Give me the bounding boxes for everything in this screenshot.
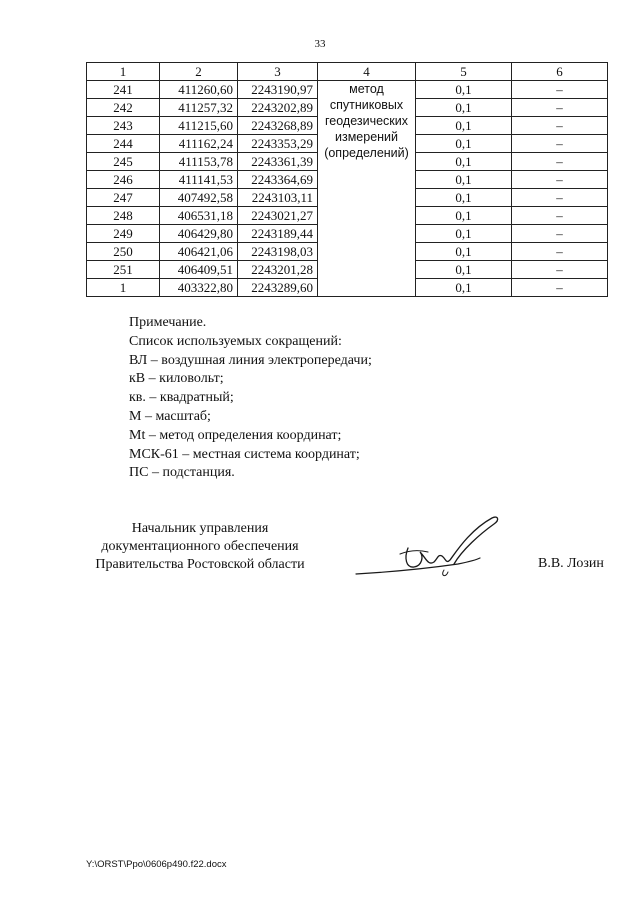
column6-cell: – (512, 243, 608, 261)
header-cell-5: 5 (416, 63, 512, 81)
x-coordinate-cell: 406421,06 (160, 243, 238, 261)
point-number-cell: 247 (87, 189, 160, 207)
method-line: измерений (334, 130, 399, 144)
accuracy-cell: 0,1 (416, 99, 512, 117)
signer-position (80, 520, 320, 574)
notes-section (129, 314, 372, 483)
y-coordinate-cell: 2243353,29 (238, 135, 318, 153)
point-number-cell: 245 (87, 153, 160, 171)
x-coordinate-cell: 411257,32 (160, 99, 238, 117)
note-line: кВ – киловольт; (129, 371, 224, 387)
accuracy-cell: 0,1 (416, 207, 512, 225)
column6-cell: – (512, 171, 608, 189)
accuracy-cell: 0,1 (416, 261, 512, 279)
note-line: МСК-61 – местная система координат; (129, 446, 360, 462)
header-cell-1: 1 (87, 63, 160, 81)
accuracy-cell: 0,1 (416, 225, 512, 243)
accuracy-cell: 0,1 (416, 81, 512, 99)
x-coordinate-cell: 406429,80 (160, 225, 238, 243)
column6-cell: – (512, 225, 608, 243)
note-line: кв. – квадратный; (129, 390, 234, 406)
table-header-row (87, 63, 608, 81)
accuracy-cell: 0,1 (416, 153, 512, 171)
x-coordinate-cell: 411260,60 (160, 81, 238, 99)
accuracy-cell: 0,1 (416, 117, 512, 135)
method-line: геодезических (324, 114, 408, 128)
column6-cell: – (512, 81, 608, 99)
y-coordinate-cell: 2243198,03 (238, 243, 318, 261)
y-coordinate-cell: 2243289,60 (238, 279, 318, 297)
column6-cell: – (512, 189, 608, 207)
method-line: метод (349, 82, 384, 96)
y-coordinate-cell: 2243268,89 (238, 117, 318, 135)
position-line: Начальник управления (131, 521, 269, 536)
point-number-cell: 246 (87, 171, 160, 189)
point-number-cell: 249 (87, 225, 160, 243)
column6-cell: – (512, 99, 608, 117)
note-line: ПС – подстанция. (129, 465, 235, 481)
method-cell (318, 81, 416, 297)
point-number-cell: 244 (87, 135, 160, 153)
notes-heading: Примечание. (129, 315, 207, 330)
column6-cell: – (512, 135, 608, 153)
x-coordinate-cell: 411215,60 (160, 117, 238, 135)
note-line: М – масштаб; (129, 408, 211, 424)
y-coordinate-cell: 2243201,28 (238, 261, 318, 279)
x-coordinate-cell: 403322,80 (160, 279, 238, 297)
column6-cell: – (512, 261, 608, 279)
signer-name: В.В. Лозин (538, 556, 604, 571)
accuracy-cell: 0,1 (416, 189, 512, 207)
point-number-cell: 241 (87, 81, 160, 99)
y-coordinate-cell: 2243190,97 (238, 81, 318, 99)
method-line: спутниковых (329, 98, 404, 112)
y-coordinate-cell: 2243021,27 (238, 207, 318, 225)
point-number-cell: 251 (87, 261, 160, 279)
handwritten-signature (350, 512, 500, 582)
x-coordinate-cell: 406531,18 (160, 207, 238, 225)
note-line: Список используемых сокращений: (129, 333, 342, 349)
accuracy-cell: 0,1 (416, 135, 512, 153)
header-cell-6: 6 (512, 63, 608, 81)
x-coordinate-cell: 411153,78 (160, 153, 238, 171)
position-line: документационного обеспечения (101, 539, 299, 554)
note-line: ВЛ – воздушная линия электропередачи; (129, 352, 372, 368)
coordinates-table (86, 62, 608, 297)
y-coordinate-cell: 2243361,39 (238, 153, 318, 171)
column6-cell: – (512, 117, 608, 135)
y-coordinate-cell: 2243202,89 (238, 99, 318, 117)
point-number-cell: 242 (87, 99, 160, 117)
page-number: 33 (314, 38, 326, 50)
accuracy-cell: 0,1 (416, 171, 512, 189)
point-number-cell: 243 (87, 117, 160, 135)
accuracy-cell: 0,1 (416, 279, 512, 297)
point-number-cell: 250 (87, 243, 160, 261)
note-line: Mt – метод определения координат; (129, 427, 342, 443)
method-line: (определений) (324, 146, 409, 160)
column6-cell: – (512, 207, 608, 225)
column6-cell: – (512, 279, 608, 297)
column6-cell: – (512, 153, 608, 171)
file-path-footer: Y:\ORST\Ppo\0606p490.f22.docx (86, 859, 227, 870)
accuracy-cell: 0,1 (416, 243, 512, 261)
x-coordinate-cell: 411141,53 (160, 171, 238, 189)
table-row (87, 81, 608, 99)
header-cell-2: 2 (160, 63, 238, 81)
x-coordinate-cell: 406409,51 (160, 261, 238, 279)
header-cell-4: 4 (318, 63, 416, 81)
point-number-cell: 248 (87, 207, 160, 225)
y-coordinate-cell: 2243103,11 (238, 189, 318, 207)
x-coordinate-cell: 407492,58 (160, 189, 238, 207)
y-coordinate-cell: 2243189,44 (238, 225, 318, 243)
x-coordinate-cell: 411162,24 (160, 135, 238, 153)
point-number-cell: 1 (87, 279, 160, 297)
header-cell-3: 3 (238, 63, 318, 81)
position-line: Правительства Ростовской области (95, 557, 305, 572)
y-coordinate-cell: 2243364,69 (238, 171, 318, 189)
